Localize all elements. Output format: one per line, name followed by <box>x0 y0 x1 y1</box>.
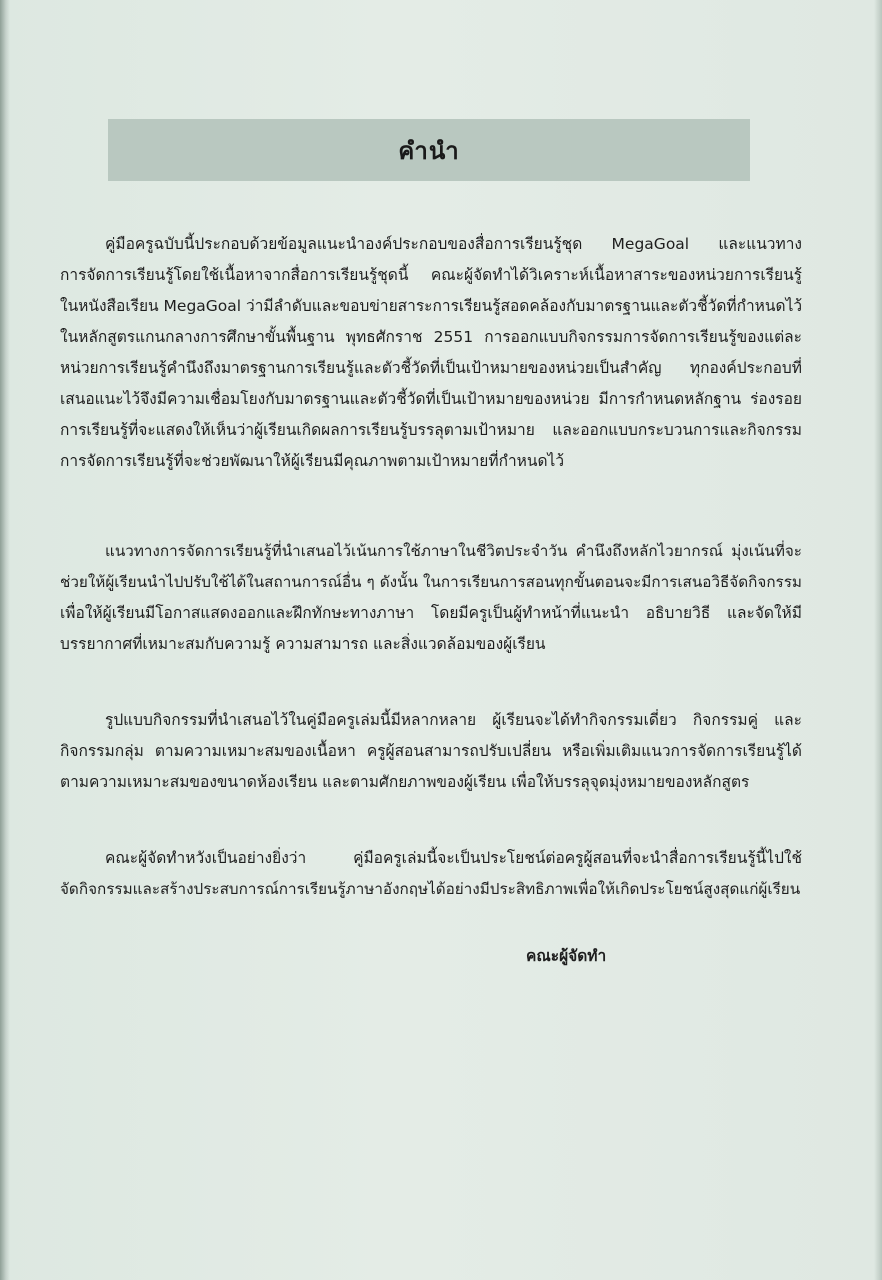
paragraph-line: การจัดการเรียนรู้ที่จะช่วยพัฒนาให้ผู้เรียนมีคุณภาพตามเป้าหมายที่กำหนดไว้ <box>60 452 565 470</box>
page-right-edge <box>874 0 882 1280</box>
paragraph-line: การจัดการเรียนรู้โดยใช้เนื้อหาจากสื่อการเรียนรู้ชุดนี้ คณะผู้จัดทำได้วิเคราะห์เนื้อหาสาระของหน่วยการเรียนรู้ <box>60 266 802 284</box>
signature: คณะผู้จัดทำ <box>526 947 607 965</box>
paragraph-line: คู่มือครูฉบับนี้ประกอบด้วยข้อมูลแนะนำองค์ประกอบของสื่อการเรียนรู้ชุด MegaGoal และแนวทาง <box>105 235 802 253</box>
paragraph-line: กิจกรรมกลุ่ม ตามความเหมาะสมของเนื้อหา ครูผู้สอนสามารถปรับเปลี่ยน หรือเพิ่มเติมแนวการจัดการเรียนรู้ได้ <box>60 742 802 760</box>
paragraph-line: เพื่อให้ผู้เรียนมีโอกาสแสดงออกและฝึกทักษะทางภาษา โดยมีครูเป็นผู้ทำหน้าที่แนะนำ อธิบายวิธี และจัดให้มี <box>60 604 802 622</box>
title-band <box>108 119 750 181</box>
paragraph-line: ในหลักสูตรแกนกลางการศึกษาขั้นพื้นฐาน พุทธศักราช 2551 การออกแบบกิจกรรมการจัดการเรียนรู้ของแต่ละ <box>60 328 802 346</box>
page-left-edge <box>0 0 10 1280</box>
paragraph-line: เสนอแนะไว้จึงมีความเชื่อมโยงกับมาตรฐานและตัวชี้วัดที่เป็นเป้าหมายของหน่วย มีการกำหนดหลักฐาน ร่องรอย <box>60 390 802 408</box>
paragraph-line: แนวทางการจัดการเรียนรู้ที่นำเสนอไว้เน้นการใช้ภาษาในชีวิตประจำวัน คำนึงถึงหลักไวยากรณ์ มุ่งเน้นที่จะ <box>105 542 802 560</box>
paragraph-line: ช่วยให้ผู้เรียนนำไปปรับใช้ได้ในสถานการณ์อื่น ๆ ดังนั้น ในการเรียนการสอนทุกขั้นตอนจะมีการเสนอวิธีจัดกิจกรรม <box>60 573 802 591</box>
paragraph-line: การเรียนรู้ที่จะแสดงให้เห็นว่าผู้เรียนเกิดผลการเรียนรู้บรรลุตามเป้าหมาย และออกแบบกระบวนการและกิจกรรม <box>60 421 802 439</box>
paragraph-line: รูปแบบกิจกรรมที่นำเสนอไว้ในคู่มือครูเล่มนี้มีหลากหลาย ผู้เรียนจะได้ทำกิจกรรมเดี่ยว กิจกรรมคู่ และ <box>105 711 802 729</box>
paragraph-3 <box>60 705 802 798</box>
page-title: คำนำ <box>398 136 460 165</box>
paragraph-line: บรรยากาศที่เหมาะสมกับความรู้ ความสามารถ และสิ่งแวดล้อมของผู้เรียน <box>60 635 546 653</box>
paragraph-line: ตามความเหมาะสมของขนาดห้องเรียน และตามศักยภาพของผู้เรียน เพื่อให้บรรลุจุดมุ่งหมายของหลักสูตร <box>60 773 750 791</box>
paragraph-line: ในหนังสือเรียน MegaGoal ว่ามีลำดับและขอบข่ายสาระการเรียนรู้สอดคล้องกับมาตรฐานและตัวชี้วัดที่กำหนดไว้ <box>60 297 802 315</box>
paragraph-line: หน่วยการเรียนรู้คำนึงถึงมาตรฐานการเรียนรู้และตัวชี้วัดที่เป็นเป้าหมายของหน่วยเป็นสำคัญ ทุกองค์ประกอบที่ <box>60 359 802 377</box>
paragraph-line: คณะผู้จัดทำหวังเป็นอย่างยิ่งว่า คู่มือครูเล่มนี้จะเป็นประโยชน์ต่อครูผู้สอนที่จะนำสื่อการเรียนรู้นี้ไปใช้ <box>105 849 802 867</box>
paragraph-2 <box>60 536 802 660</box>
paragraph-line: จัดกิจกรรมและสร้างประสบการณ์การเรียนรู้ภาษาอังกฤษได้อย่างมีประสิทธิภาพเพื่อให้เกิดประโยชน์สูงสุดแก่ผู้เรียน <box>60 880 801 898</box>
paragraph-1 <box>60 229 802 477</box>
paragraph-4 <box>60 843 802 905</box>
